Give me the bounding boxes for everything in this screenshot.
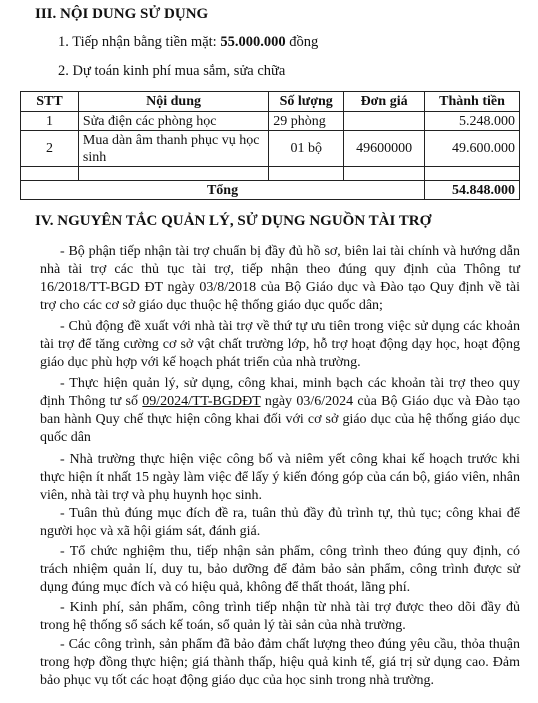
table-row bbox=[21, 112, 520, 131]
section-4-heading: IV. NGUYÊN TẮC QUẢN LÝ, SỬ DỤNG NGUỒN TÀI TRỢ bbox=[35, 213, 432, 229]
table-total-row bbox=[21, 181, 520, 200]
col-header-content: Nội dung bbox=[78, 92, 268, 112]
cell-total: 5.248.000 bbox=[425, 112, 520, 131]
principle-paragraph-5: - Tuân thủ đúng mục đích đề ra, tuân thủ đầy đủ trình tự, thủ tục; công khai để người học và xã hội giám sát, đánh giá. bbox=[40, 506, 520, 539]
budget-estimate-line: 2. Dự toán kinh phí mua sắm, sửa chữa bbox=[58, 63, 286, 79]
total-label: Tổng bbox=[21, 181, 425, 200]
principle-paragraph-7: - Kinh phí, sản phẩm, công trình tiếp nhận từ nhà tài trợ được theo dõi đầy đủ trong hệ thống sổ sách kế toán, sổ quản lý tài sản của nhà trường. bbox=[40, 600, 520, 633]
total-value: 54.848.000 bbox=[425, 181, 520, 200]
principle-paragraph-3 bbox=[40, 375, 520, 447]
paragraph-3-end: ngày 03/6/2024 của Bộ Giáo dục và Đào tạo ban hành Quy chế thực hiện công khai đối với cơ sở giáo dục của hệ thống giáo dục quốc dân bbox=[40, 394, 520, 445]
principle-paragraph-1: - Bộ phận tiếp nhận tài trợ chuẩn bị đầy đủ hồ sơ, biên lai tài chính và hướng dẫn nhà tài trợ các thủ tục tài trợ, tiếp nhận theo đúng quy định của Thông tư 16/2018/TT-BGD ĐT ngày 03/8/2018 của Bộ Giáo dục và Đào tạo Quy định về tài trợ cho các cơ sở giáo dục thuộc hệ thống giáo dục quốc dân; bbox=[40, 244, 520, 313]
paragraph-3-start: - Thực hiện quản lý, sử dụng, công khai, minh bạch các khoản tài trợ theo quy định Thông tư số bbox=[40, 376, 520, 409]
cell-content: Sửa điện các phòng học bbox=[78, 112, 268, 131]
cash-receipt-prefix: 1. Tiếp nhận bằng tiền mặt: bbox=[58, 34, 221, 50]
cell-price: 49600000 bbox=[344, 131, 425, 167]
cell-qty: 29 phòng bbox=[269, 112, 344, 131]
cash-receipt-amount: 55.000.000 bbox=[220, 34, 286, 50]
col-header-price: Đơn giá bbox=[344, 92, 425, 112]
cell-empty bbox=[344, 167, 425, 181]
cell-stt: 1 bbox=[21, 112, 79, 131]
cell-empty bbox=[78, 167, 268, 181]
table-header-row bbox=[21, 92, 520, 112]
cell-total: 49.600.000 bbox=[425, 131, 520, 167]
cell-content: Mua dàn âm thanh phục vụ học sinh bbox=[78, 131, 268, 167]
table-row bbox=[21, 131, 520, 167]
cash-receipt-line bbox=[58, 34, 318, 51]
principle-paragraph-4: - Nhà trường thực hiện việc công bố và niêm yết công khai kế hoạch trước khi thực hiện ít nhất 15 ngày làm việc để lấy ý kiến đóng góp của cán bộ, giáo viên, nhân viên, nhà tài trợ và phụ huynh học sinh. bbox=[40, 452, 520, 503]
cash-receipt-suffix: đồng bbox=[285, 34, 319, 50]
principle-paragraph-8: - Các công trình, sản phẩm đã bảo đảm chất lượng theo đúng yêu cầu, thỏa thuận trong hợp đồng thực hiện; giá thành thấp, hiệu quả kinh tế, giá trị sử dụng cao. Đảm bảo phục vụ tốt các hoạt động giáo dục của học sinh trong nhà trường. bbox=[40, 637, 520, 688]
col-header-qty: Số lượng bbox=[269, 92, 344, 112]
principle-paragraph-2: - Chủ động đề xuất với nhà tài trợ về thứ tự ưu tiên trong việc sử dụng các khoản tài trợ để tăng cường cơ sở vật chất trường lớp, hỗ trợ hoạt động dạy học, hoạt động giáo dục phù hợp với kế hoạch phát triển của nhà trường. bbox=[40, 319, 520, 370]
cell-empty bbox=[269, 167, 344, 181]
section-3-heading: III. NỘI DUNG SỬ DỤNG bbox=[35, 6, 209, 22]
cell-empty bbox=[425, 167, 520, 181]
principle-paragraph-6: - Tổ chức nghiệm thu, tiếp nhận sản phẩm, công trình theo đúng quy định, có trách nhiệm quản lí, duy tu, bảo dưỡng để đảm bảo sản phẩm, công trình được sử dụng đúng mục đích và có hiệu quả, không để thất thoát, lãng phí. bbox=[40, 544, 520, 595]
col-header-total: Thành tiền bbox=[425, 92, 520, 112]
budget-table bbox=[20, 91, 520, 200]
cell-qty: 01 bộ bbox=[269, 131, 344, 167]
table-row-empty bbox=[21, 167, 520, 181]
cell-empty bbox=[21, 167, 79, 181]
circular-reference: 09/2024/TT-BGDĐT bbox=[142, 394, 261, 409]
cell-price bbox=[344, 112, 425, 131]
cell-stt: 2 bbox=[21, 131, 79, 167]
col-header-stt: STT bbox=[21, 92, 79, 112]
